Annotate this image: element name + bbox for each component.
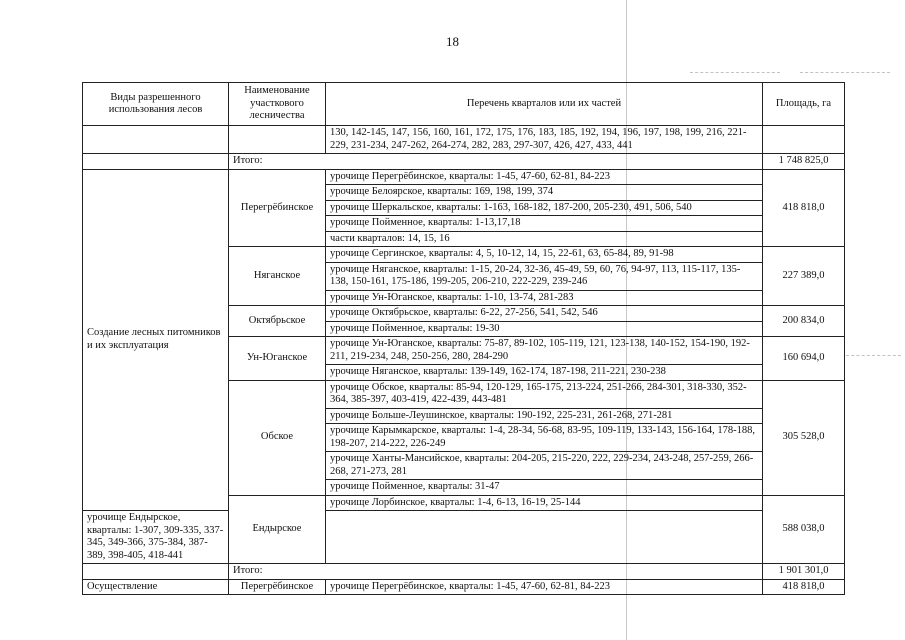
total-row bbox=[83, 564, 845, 580]
quarters-cell: урочище Шеркальское, кварталы: 1-163, 168-182, 187-200, 205-230, 491, 506, 540 bbox=[326, 200, 763, 216]
total-area: 1 901 301,0 bbox=[763, 564, 845, 580]
forestry-cell: Обское bbox=[229, 380, 326, 495]
scan-artifact-dash bbox=[800, 72, 890, 74]
quarters-cell: урочище Перегрёбинское, кварталы: 1-45, 47-60, 62-81, 84-223 bbox=[326, 169, 763, 185]
use-type-cell bbox=[83, 154, 229, 170]
forestry-cell bbox=[229, 126, 326, 154]
quarters-cell: урочище Пойменное, кварталы: 31-47 bbox=[326, 480, 763, 496]
table-row bbox=[83, 126, 845, 154]
quarters-cell: урочище Ендырское, кварталы: 1-307, 309-335, 337-345, 349-366, 375-384, 387-389, 398-405, 418-441 bbox=[83, 511, 229, 564]
total-row bbox=[83, 154, 845, 170]
total-label: Итого: bbox=[229, 564, 763, 580]
area-cell: 305 528,0 bbox=[763, 380, 845, 495]
forestry-cell: Перегрёбинское bbox=[229, 169, 326, 247]
quarters-cell: урочище Няганское, кварталы: 139-149, 162-174, 187-198, 211-221, 230-238 bbox=[326, 365, 763, 381]
area-cell: 160 694,0 bbox=[763, 337, 845, 381]
total-label: Итого: bbox=[229, 154, 763, 170]
quarters-cell: части кварталов: 14, 15, 16 bbox=[326, 231, 763, 247]
header-use-type: Виды разрешенного использования лесов bbox=[83, 83, 229, 126]
total-area: 1 748 825,0 bbox=[763, 154, 845, 170]
quarters-cell: урочище Сергинское, кварталы: 4, 5, 10-12, 14, 15, 22-61, 63, 65-84, 89, 91-98 bbox=[326, 247, 763, 263]
table-row bbox=[83, 511, 845, 564]
use-type-cell: Осуществление bbox=[83, 579, 229, 595]
quarters-cell: 130, 142-145, 147, 156, 160, 161, 172, 175, 176, 183, 185, 192, 194, 196, 197, 198, 199, 216, 221-229, 231-234, 247-262, 264-274, 282, 283, 297-307, 426, 427, 433, 441 bbox=[326, 126, 763, 154]
area-cell: 418 818,0 bbox=[763, 579, 845, 595]
quarters-cell: урочище Лорбинское, кварталы: 1-4, 6-13, 16-19, 25-144 bbox=[326, 495, 763, 511]
use-type-cell: Создание лесных питомников и их эксплуатация bbox=[83, 169, 229, 511]
scan-artifact-dash bbox=[846, 355, 901, 357]
table-row bbox=[83, 579, 845, 595]
quarters-cell: урочище Пойменное, кварталы: 1-13,17,18 bbox=[326, 216, 763, 232]
forestry-cell: Няганское bbox=[229, 247, 326, 306]
quarters-cell: урочище Обское, кварталы: 85-94, 120-129, 165-175, 213-224, 251-266, 284-301, 318-330, 352-364, 385-397, 403-419, 422-439, 443-481 bbox=[326, 380, 763, 408]
area-cell: 200 834,0 bbox=[763, 306, 845, 337]
forestry-cell: Октябрьское bbox=[229, 306, 326, 337]
scan-artifact-dash bbox=[690, 72, 780, 74]
quarters-cell: урочище Ун-Юганское, кварталы: 75-87, 89-102, 105-119, 121, 123-138, 140-152, 154-190, 192-211, 219-234, 248, 250-256, 280, 284-290 bbox=[326, 337, 763, 365]
forestry-cell: Ун-Юганское bbox=[229, 337, 326, 381]
header-area: Площадь, га bbox=[763, 83, 845, 126]
quarters-cell: урочище Ун-Юганское, кварталы: 1-10, 13-74, 281-283 bbox=[326, 290, 763, 306]
area-cell: 588 038,0 bbox=[763, 495, 845, 564]
quarters-cell: урочище Октябрьское, кварталы: 6-22, 27-256, 541, 542, 546 bbox=[326, 306, 763, 322]
quarters-cell: урочище Перегрёбинское, кварталы: 1-45, 47-60, 62-81, 84-223 bbox=[326, 579, 763, 595]
quarters-cell: урочище Ханты-Мансийское, кварталы: 204-205, 215-220, 222, 229-234, 243-248, 257-259, 266-268, 271-273, 281 bbox=[326, 452, 763, 480]
header-forestry: Наименование участкового лесничества bbox=[229, 83, 326, 126]
quarters-cell: урочище Больше-Леушинское, кварталы: 190-192, 225-231, 261-268, 271-281 bbox=[326, 408, 763, 424]
forestry-cell: Перегрёбинское bbox=[229, 579, 326, 595]
area-cell: 227 389,0 bbox=[763, 247, 845, 306]
quarters-table bbox=[82, 82, 845, 595]
area-cell bbox=[763, 126, 845, 154]
table-header-row bbox=[83, 83, 845, 126]
quarters-cell: урочище Пойменное, кварталы: 19-30 bbox=[326, 321, 763, 337]
table-row bbox=[83, 169, 845, 185]
header-quarters: Перечень кварталов или их частей bbox=[326, 83, 763, 126]
quarters-cell: урочище Карымкарское, кварталы: 1-4, 28-34, 56-68, 83-95, 109-119, 133-143, 156-164, 178-188, 198-207, 214-222, 226-249 bbox=[326, 424, 763, 452]
area-cell: 418 818,0 bbox=[763, 169, 845, 247]
forestry-cell: Ендырское bbox=[229, 495, 326, 564]
quarters-cell: урочище Няганское, кварталы: 1-15, 20-24, 32-36, 45-49, 59, 60, 76, 94-97, 113, 115-117, 135-138, 150-161, 175-186, 199-205, 206-210, 222-229, 239-246 bbox=[326, 262, 763, 290]
page-number: 18 bbox=[446, 34, 459, 49]
use-type-cell bbox=[83, 126, 229, 154]
quarters-cell: урочище Белоярское, кварталы: 169, 198, 199, 374 bbox=[326, 185, 763, 201]
use-type-cell bbox=[83, 564, 229, 580]
